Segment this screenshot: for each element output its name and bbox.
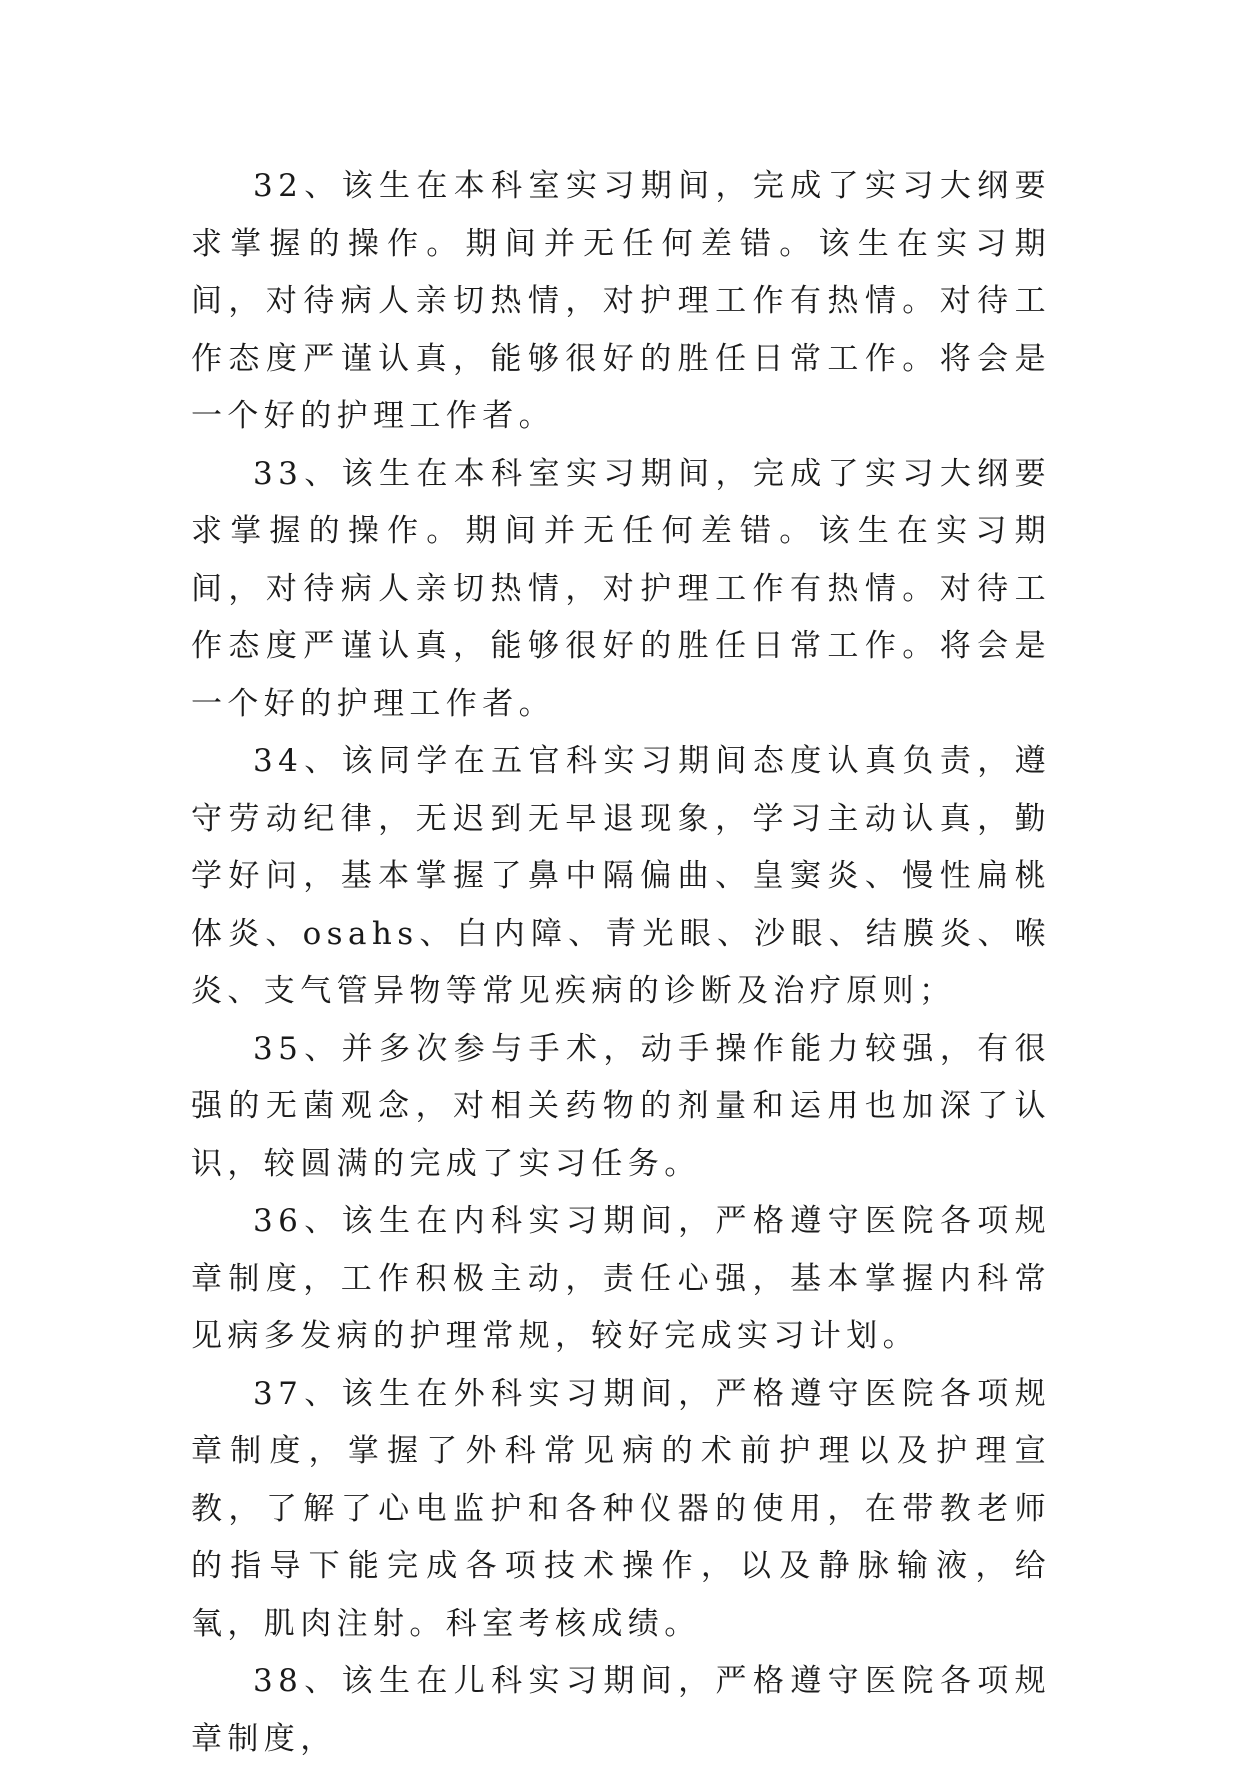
paragraph-34: 34、该同学在五官科实习期间态度认真负责，遵守劳动纪律，无迟到无早退现象，学习主动认真，勤学好问，基本掌握了鼻中隔偏曲、皇窦炎、慢性扁桃体炎、osahs、白内障、青光眼、沙眼、结膜炎、喉炎、支气管异物等常见疾病的诊断及治疗原则； — [191, 743, 1051, 1009]
paragraph-33: 33、该生在本科室实习期间，完成了实习大纲要求掌握的操作。期间并无任何差错。该生在实习期间，对待病人亲切热情，对护理工作有热情。对待工作态度严谨认真，能够很好的胜任日常工作。将会是一个好的护理工作者。 — [191, 455, 1051, 722]
paragraph-35: 35、并多次参与手术，动手操作能力较强，有很强的无菌观念，对相关药物的剂量和运用也加深了认识，较圆满的完成了实习任务。 — [191, 1030, 1051, 1182]
paragraph-36: 36、该生在内科实习期间，严格遵守医院各项规章制度，工作积极主动，责任心强，基本掌握内科常见病多发病的护理常规，较好完成实习计划。 — [191, 1203, 1051, 1354]
document-body — [191, 158, 1051, 1768]
paragraph-37: 37、该生在外科实习期间，严格遵守医院各项规章制度，掌握了外科常见病的术前护理以及护理宣教，了解了心电监护和各种仪器的使用，在带教老师的指导下能完成各项技术操作，以及静脉输液，给氧，肌肉注射。科室考核成绩。 — [191, 1375, 1051, 1642]
paragraph-38: 38、该生在儿科实习期间，严格遵守医院各项规章制度， — [191, 1663, 1051, 1757]
paragraph-32: 32、该生在本科室实习期间，完成了实习大纲要求掌握的操作。期间并无任何差错。该生在实习期间，对待病人亲切热情，对护理工作有热情。对待工作态度严谨认真，能够很好的胜任日常工作。将会是一个好的护理工作者。 — [191, 168, 1051, 434]
